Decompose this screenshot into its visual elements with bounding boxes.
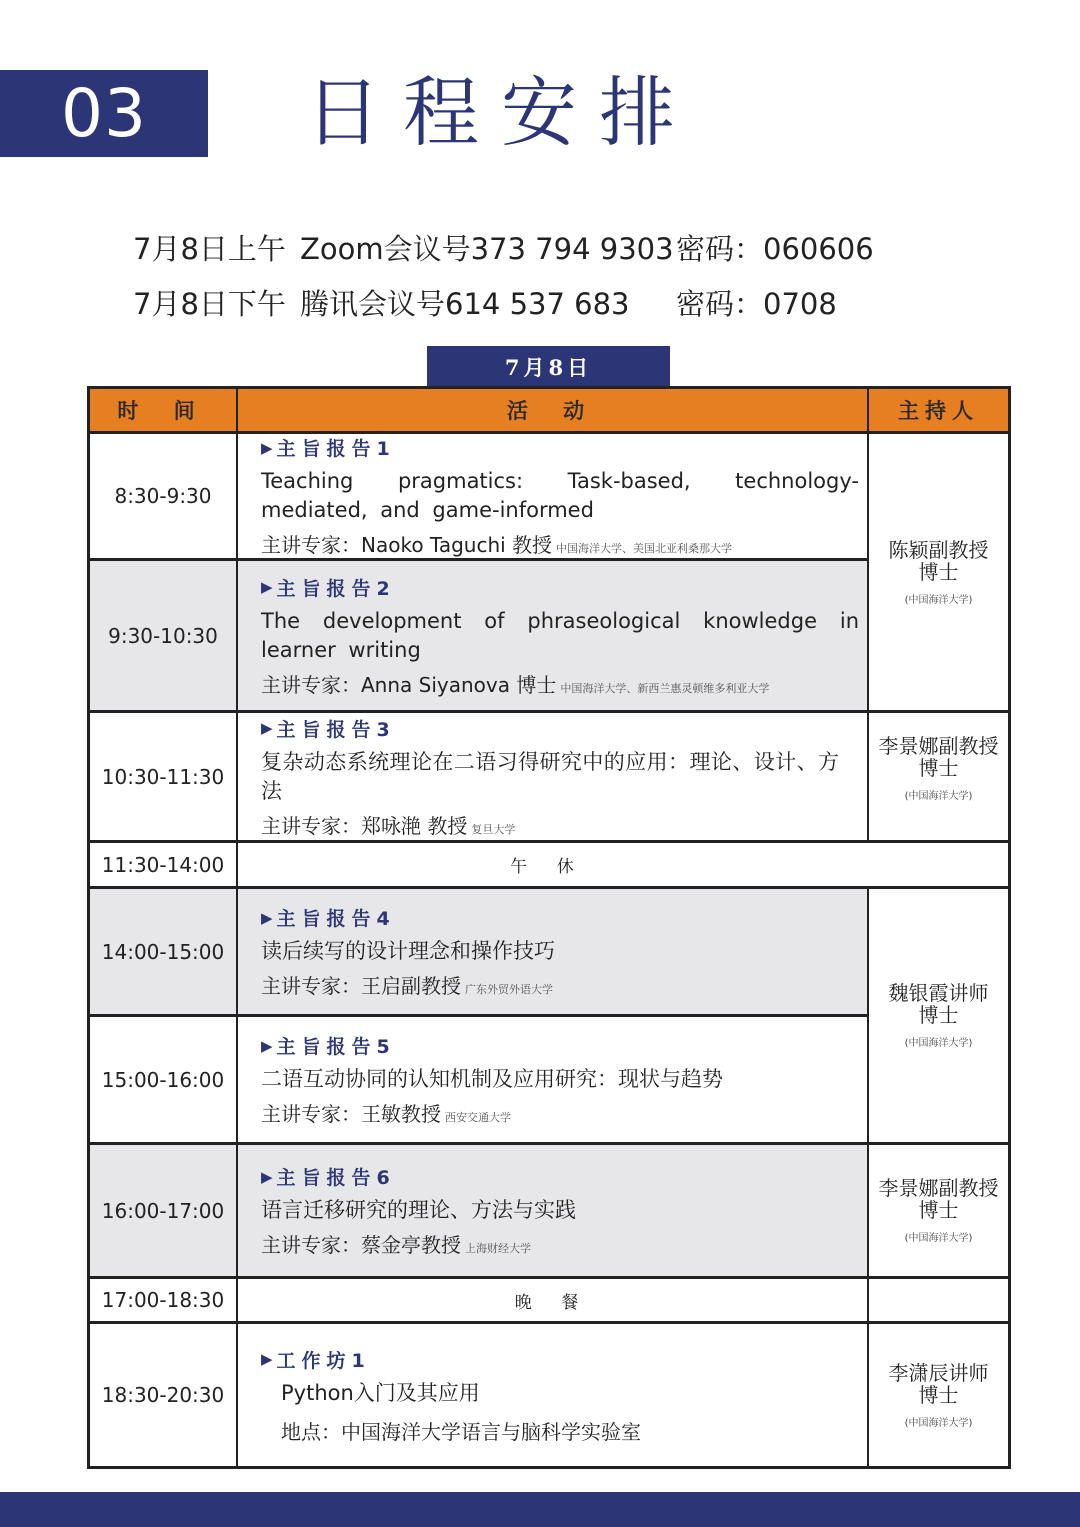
activity-cell <box>238 1017 869 1145</box>
speaker-name: 主讲专家：蔡金亭教授 <box>261 1233 461 1257</box>
host-affiliation: (中国海洋大学) <box>904 1417 973 1429</box>
activity-tag <box>261 574 396 601</box>
time-label: 18:30-20:30 <box>101 1383 225 1407</box>
header-time <box>90 389 238 434</box>
table-row-time <box>90 1017 238 1145</box>
table-row-time <box>90 1324 238 1466</box>
speaker-name: 主讲专家：Anna Siyanova 博士 <box>261 672 557 697</box>
activity-cell <box>238 561 869 713</box>
table-row-time <box>90 713 238 843</box>
activity-tag <box>261 434 396 461</box>
activity-tag-label: 工作坊1 <box>276 1349 371 1372</box>
header-host <box>869 389 1008 434</box>
table-row-time <box>90 1145 238 1279</box>
header-activity-label: 活 动 <box>506 399 599 423</box>
host-degree: 博士 <box>918 559 959 584</box>
activity-tag <box>261 904 396 931</box>
triangle-bullet-icon: ▶ <box>261 438 273 457</box>
schedule-table <box>87 386 1011 1469</box>
activity-title: 二语互动协同的认知机制及应用研究：现状与趋势 <box>261 1067 723 1091</box>
header-activity <box>238 389 869 434</box>
header-host-label: 主持人 <box>898 399 979 423</box>
activity-tag-label: 主旨报告3 <box>276 718 396 741</box>
host-cell <box>869 713 1008 843</box>
activity-speaker <box>261 1229 531 1258</box>
activity-speaker <box>261 970 553 999</box>
table-row-time <box>90 889 238 1017</box>
host-cell <box>869 1324 1008 1466</box>
host-name: 李景娜副教授 <box>878 734 999 758</box>
time-label: 9:30-10:30 <box>108 623 218 648</box>
activity-tag <box>261 1032 396 1059</box>
speaker-name: 主讲专家：郑咏滟 教授 <box>261 813 468 838</box>
host-affiliation: (中国海洋大学) <box>904 791 973 802</box>
activity-tag <box>261 1163 396 1190</box>
activity-tag-label: 主旨报告6 <box>276 1167 396 1189</box>
speaker-affiliation: 中国海洋大学、美国北亚利桑那大学 <box>556 542 733 555</box>
activity-title: 读后续写的设计理念和操作技巧 <box>261 939 555 963</box>
table-row-time <box>90 561 238 713</box>
activity-speaker <box>261 529 732 558</box>
host-degree: 博士 <box>918 1003 959 1027</box>
speaker-affiliation: 西安交通大学 <box>445 1111 511 1124</box>
triangle-bullet-icon: ▶ <box>261 578 273 596</box>
speaker-affiliation: 中国海洋大学、新西兰惠灵顿维多利亚大学 <box>560 681 770 695</box>
activity-tag <box>261 1346 371 1373</box>
section-number: 03 <box>61 75 147 152</box>
dinner-label: 晚 餐 <box>514 1292 591 1313</box>
activity-cell <box>238 889 869 1017</box>
date-tab: 7月8日 <box>427 346 670 387</box>
triangle-bullet-icon: ▶ <box>261 1350 273 1368</box>
table-row-time <box>90 843 238 889</box>
time-label: 17:00-18:30 <box>101 1288 225 1312</box>
section-title: 日程安排 <box>305 68 697 157</box>
activity-location: 地点：中国海洋大学语言与脑科学实验室 <box>281 1419 641 1444</box>
activity-tag-label: 主旨报告5 <box>276 1036 396 1058</box>
meeting-session: 7月8日下午 <box>133 287 286 321</box>
time-label: 15:00-16:00 <box>101 1067 225 1092</box>
activity-cell <box>238 1145 869 1279</box>
speaker-name: 主讲专家：王敏教授 <box>261 1102 441 1126</box>
activity-cell <box>238 713 869 843</box>
section-number-badge <box>0 70 208 157</box>
meeting-platform: Zoom会议号373 794 9303 <box>300 232 674 266</box>
meeting-platform: 腾讯会议号614 537 683 <box>300 287 630 321</box>
host-affiliation: (中国海洋大学) <box>904 1233 973 1244</box>
lunch-break-cell <box>238 843 1008 889</box>
host-name: 陈颖副教授 <box>888 537 989 562</box>
host-name: 李潇辰讲师 <box>888 1360 989 1385</box>
table-row-time <box>90 434 238 561</box>
activity-cell <box>238 434 869 561</box>
lunch-break-label: 午 休 <box>510 857 586 877</box>
activity-title: 复杂动态系统理论在二语习得研究中的应用：理论、设计、方法 <box>261 749 839 803</box>
time-label: 11:30-14:00 <box>101 852 225 877</box>
host-degree: 博士 <box>918 1382 959 1407</box>
triangle-bullet-icon: ▶ <box>261 1036 273 1055</box>
meeting-password: 密码：060606 <box>676 232 874 266</box>
host-name: 魏银霞讲师 <box>888 981 989 1005</box>
host-affiliation: (中国海洋大学) <box>904 594 973 606</box>
activity-speaker <box>261 669 769 698</box>
activity-title: 语言迁移研究的理论、方法与实践 <box>261 1198 576 1222</box>
host-name: 李景娜副教授 <box>878 1176 999 1200</box>
activity-tag-label: 主旨报告1 <box>276 438 396 460</box>
host-degree: 博士 <box>918 1198 959 1222</box>
activity-title: The development of phraseological knowledge in learner writing <box>261 608 859 662</box>
table-row-time <box>90 1279 238 1324</box>
activity-tag-label: 主旨报告4 <box>276 908 396 930</box>
host-cell <box>869 889 1008 1145</box>
activity-tag <box>261 715 396 742</box>
dinner-cell <box>238 1279 869 1324</box>
header-time-label: 时 间 <box>117 399 209 423</box>
footer-bar <box>0 1492 1080 1527</box>
host-affiliation: (中国海洋大学) <box>904 1038 973 1049</box>
activity-speaker <box>261 1098 511 1127</box>
time-label: 10:30-11:30 <box>101 764 225 789</box>
speaker-affiliation: 复旦大学 <box>471 822 516 836</box>
host-cell <box>869 434 1008 713</box>
activity-title: Python入门及其应用 <box>281 1380 480 1405</box>
activity-cell <box>238 1324 869 1466</box>
host-cell <box>869 1145 1008 1279</box>
time-label: 8:30-9:30 <box>114 484 212 508</box>
speaker-name: 主讲专家：Naoko Taguchi 教授 <box>261 533 553 557</box>
speaker-affiliation: 广东外贸外语大学 <box>465 983 553 996</box>
triangle-bullet-icon: ▶ <box>261 1167 273 1186</box>
speaker-affiliation: 上海财经大学 <box>465 1242 531 1255</box>
activity-tag-label: 主旨报告2 <box>276 577 396 600</box>
host-cell-empty <box>869 1279 1008 1324</box>
host-degree: 博士 <box>918 756 959 780</box>
activity-speaker <box>261 810 515 839</box>
time-label: 16:00-17:00 <box>101 1198 225 1223</box>
activity-title: Teaching pragmatics: Task-based, technology-mediated, and game-informed <box>261 469 859 522</box>
meeting-password: 密码：0708 <box>676 287 837 321</box>
speaker-name: 主讲专家：王启副教授 <box>261 974 461 998</box>
meeting-session: 7月8日上午 <box>133 232 286 266</box>
time-label: 14:00-15:00 <box>101 939 225 964</box>
triangle-bullet-icon: ▶ <box>261 908 273 927</box>
triangle-bullet-icon: ▶ <box>261 719 273 737</box>
